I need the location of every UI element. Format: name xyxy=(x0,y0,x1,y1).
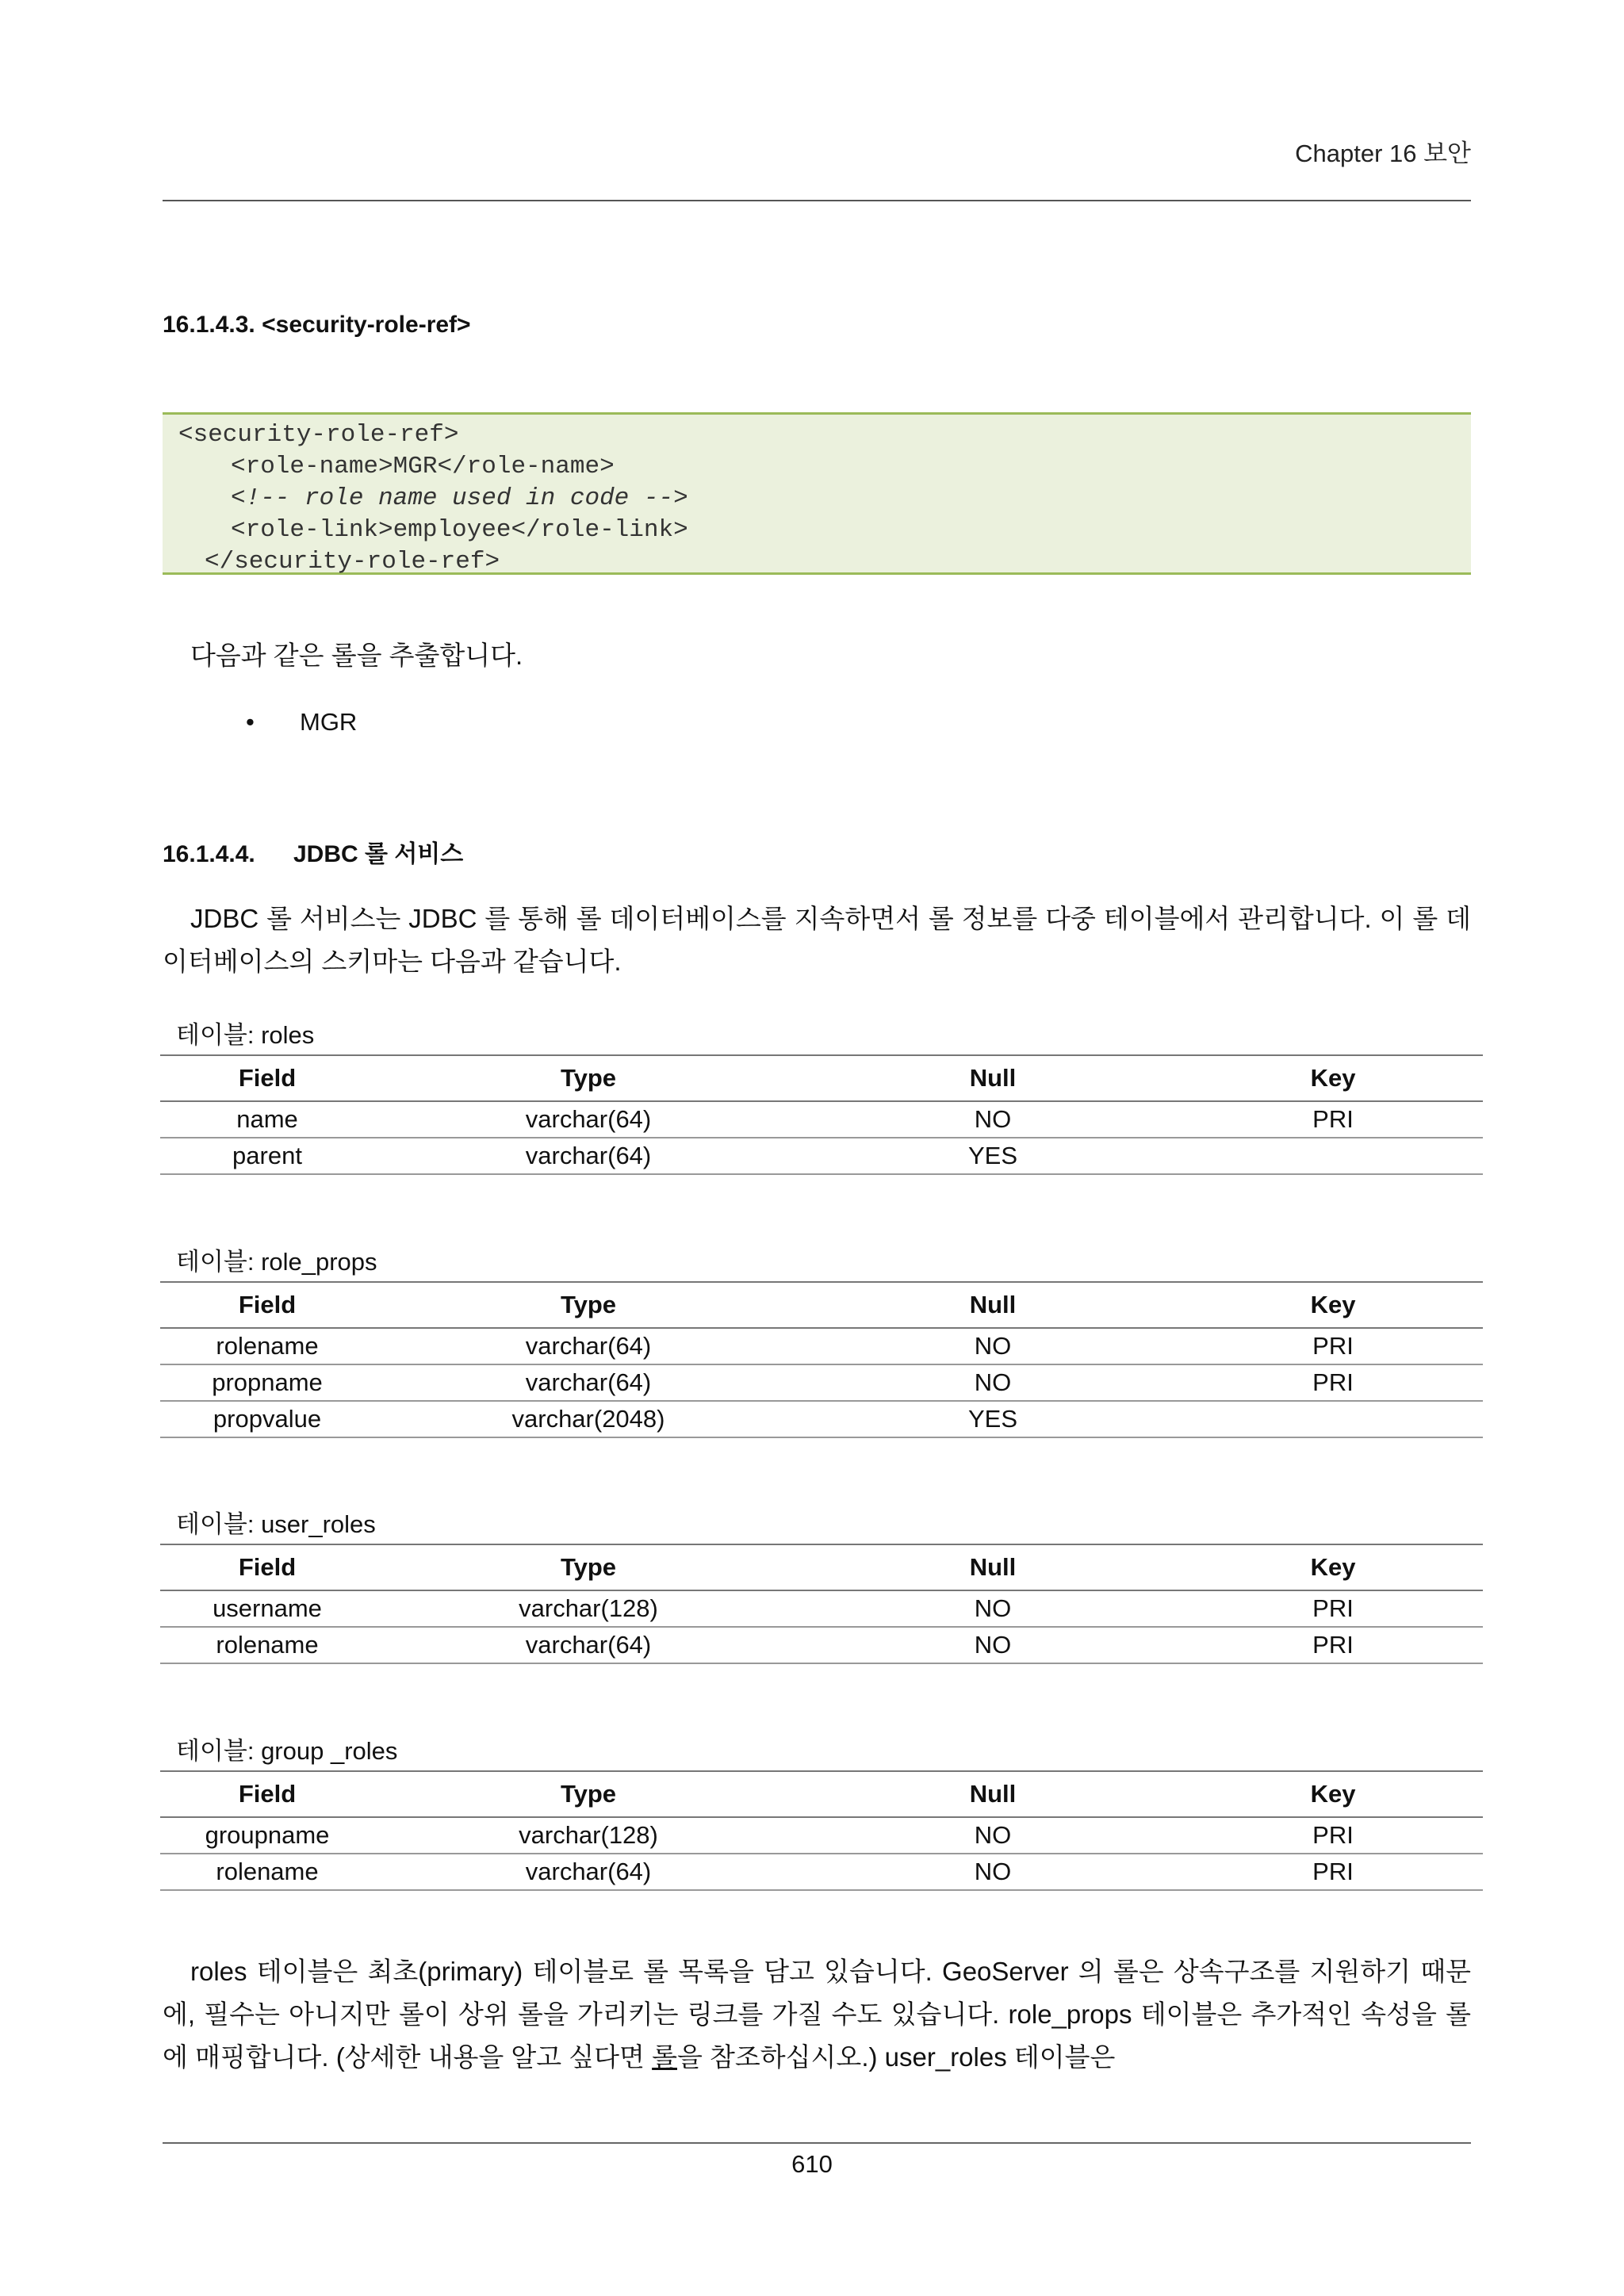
table-row xyxy=(160,1854,1483,1890)
code-line: <role-link>employee</role-link> xyxy=(231,516,688,544)
header-field: Field xyxy=(160,1055,374,1101)
cell-null: NO xyxy=(802,1328,1183,1364)
section-number: 16.1.4.3. xyxy=(163,312,255,338)
bullet-item: MGR xyxy=(300,708,358,736)
header-key: Key xyxy=(1183,1282,1483,1328)
table-header-row xyxy=(160,1282,1483,1328)
header-type: Type xyxy=(374,1282,802,1328)
table-header-row xyxy=(160,1055,1483,1101)
footer-rule xyxy=(163,2142,1471,2144)
extract-text: 다음과 같은 롤을 추출합니다. xyxy=(190,641,523,670)
cell-type: varchar(64) xyxy=(374,1854,802,1890)
header-type: Type xyxy=(374,1771,802,1817)
cell-type: varchar(64) xyxy=(374,1101,802,1138)
cell-type: varchar(64) xyxy=(374,1138,802,1174)
role-props-table xyxy=(160,1281,1483,1438)
table-caption: 테이블: roles xyxy=(176,1021,315,1049)
header-key: Key xyxy=(1183,1771,1483,1817)
cell-null: NO xyxy=(802,1364,1183,1401)
closing-paragraph xyxy=(163,1950,1471,2079)
cell-type: varchar(64) xyxy=(374,1364,802,1401)
cell-type: varchar(128) xyxy=(374,1590,802,1627)
jdbc-paragraph-text: JDBC 롤 서비스는 JDBC 를 통해 롤 데이터베이스를 지속하면서 롤 정보를 다중 테이블에서 관리합니다. 이 롤 데이터베이스의 스키마는 다음과 같습니다. xyxy=(163,904,1471,976)
header-null: Null xyxy=(802,1055,1183,1101)
role-link[interactable]: 롤 xyxy=(652,2042,677,2072)
page-number: 610 xyxy=(791,2150,833,2178)
cell-field: parent xyxy=(160,1138,374,1174)
cell-key: PRI xyxy=(1183,1854,1483,1890)
table-caption: 테이블: group _roles xyxy=(176,1737,398,1765)
user-roles-table xyxy=(160,1544,1483,1664)
table-row xyxy=(160,1590,1483,1627)
cell-type: varchar(128) xyxy=(374,1817,802,1854)
header-field: Field xyxy=(160,1771,374,1817)
code-line: <role-name>MGR</role-name> xyxy=(231,453,615,480)
header-null: Null xyxy=(802,1771,1183,1817)
header-field: Field xyxy=(160,1544,374,1590)
table-row xyxy=(160,1364,1483,1401)
header-key: Key xyxy=(1183,1544,1483,1590)
cell-null: NO xyxy=(802,1627,1183,1663)
header-field: Field xyxy=(160,1282,374,1328)
table-row xyxy=(160,1401,1483,1437)
cell-null: NO xyxy=(802,1854,1183,1890)
header-type: Type xyxy=(374,1544,802,1590)
cell-type: varchar(64) xyxy=(374,1627,802,1663)
cell-null: YES xyxy=(802,1138,1183,1174)
cell-key: PRI xyxy=(1183,1101,1483,1138)
header-null: Null xyxy=(802,1544,1183,1590)
cell-type: varchar(2048) xyxy=(374,1401,802,1437)
cell-null: YES xyxy=(802,1401,1183,1437)
section-title: <security-role-ref> xyxy=(262,312,471,338)
cell-key xyxy=(1183,1138,1483,1174)
closing-text-1: roles 테이블은 최초(primary) 테이블로 롤 목록을 담고 있습니다. GeoServer 의 롤은 상속구조를 지원하기 때문에, 필수는 아니지만 롤이 상위 롤을 가리키는 링크를 가질 수도 있습니다. role_props 테이블은 추가적인 속성을 롤에 매핑합니다. (상세한 내용을 알고 싶다면 xyxy=(163,1957,1471,2072)
cell-field: rolename xyxy=(160,1328,374,1364)
cell-field: groupname xyxy=(160,1817,374,1854)
table-caption: 테이블: role_props xyxy=(176,1248,377,1276)
code-line: </security-role-ref> xyxy=(205,548,500,576)
cell-field: rolename xyxy=(160,1854,374,1890)
jdbc-paragraph xyxy=(163,897,1471,983)
bullet-dot: • xyxy=(246,708,255,736)
cell-field: name xyxy=(160,1101,374,1138)
header-rule xyxy=(163,200,1471,201)
code-line: <security-role-ref> xyxy=(178,421,459,449)
cell-key: PRI xyxy=(1183,1627,1483,1663)
cell-key: PRI xyxy=(1183,1817,1483,1854)
table-row xyxy=(160,1328,1483,1364)
code-block xyxy=(163,412,1471,575)
header-key: Key xyxy=(1183,1055,1483,1101)
table-header-row xyxy=(160,1544,1483,1590)
cell-field: propvalue xyxy=(160,1401,374,1437)
header-type: Type xyxy=(374,1055,802,1101)
closing-text-2: 을 참조하십시오.) user_roles 테이블은 xyxy=(677,2042,1116,2072)
section-title: JDBC 롤 서비스 xyxy=(293,841,464,867)
cell-key: PRI xyxy=(1183,1590,1483,1627)
table-row xyxy=(160,1138,1483,1174)
code-comment-line: <!-- role name used in code --> xyxy=(231,484,688,512)
cell-null: NO xyxy=(802,1590,1183,1627)
cell-key: PRI xyxy=(1183,1328,1483,1364)
section-number: 16.1.4.4. xyxy=(163,841,255,867)
cell-null: NO xyxy=(802,1817,1183,1854)
roles-table xyxy=(160,1054,1483,1175)
table-row xyxy=(160,1627,1483,1663)
cell-field: rolename xyxy=(160,1627,374,1663)
cell-type: varchar(64) xyxy=(374,1328,802,1364)
section-heading-jdbc xyxy=(163,834,463,869)
table-row xyxy=(160,1101,1483,1138)
group-roles-table xyxy=(160,1770,1483,1891)
table-header-row xyxy=(160,1771,1483,1817)
cell-field: username xyxy=(160,1590,374,1627)
header-null: Null xyxy=(802,1282,1183,1328)
cell-field: propname xyxy=(160,1364,374,1401)
cell-key: PRI xyxy=(1183,1364,1483,1401)
cell-null: NO xyxy=(802,1101,1183,1138)
table-caption: 테이블: user_roles xyxy=(176,1510,376,1538)
running-header: Chapter 16 보안 xyxy=(1295,140,1471,167)
cell-key xyxy=(1183,1401,1483,1437)
section-heading-role-ref xyxy=(163,312,471,339)
table-row xyxy=(160,1817,1483,1854)
